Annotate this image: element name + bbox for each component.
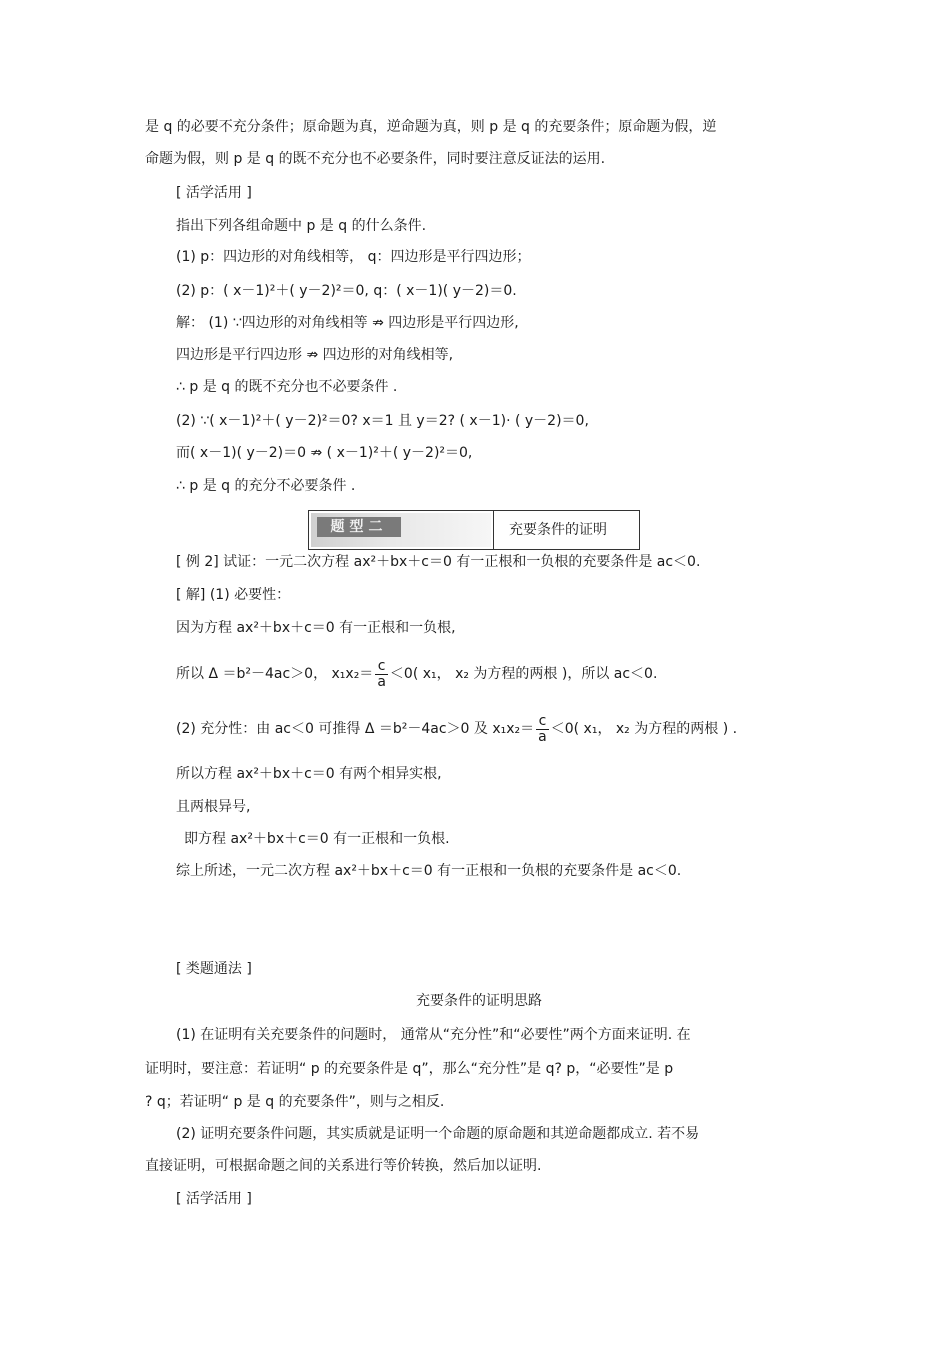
section-header-box [308, 510, 640, 550]
bracket-heading: [ 类题通法 ] [176, 961, 252, 977]
fraction-numerator: c [536, 714, 549, 730]
text-line: (2) 证明充要条件问题，其实质就是证明一个命题的原命题和其逆命题都成立. 若不易 [176, 1126, 700, 1142]
text-line: 直接证明，可根据命题之间的关系进行等价转换，然后加以证明. [145, 1158, 542, 1174]
formula-text: 所以 Δ ＝b²－4ac＞0， x₁x₂＝ [176, 666, 374, 682]
section-badge-label: 题型二 [317, 517, 401, 537]
text-line: 证明时，要注意：若证明“ p 的充要条件是 q”，那么“充分性”是 q? p，“必要性”是 p [145, 1061, 674, 1077]
text-line: 四边形是平行四边形 ⇏ 四边形的对角线相等, [176, 347, 454, 363]
text-line: (1) p：四边形的对角线相等， q：四边形是平行四边形； [176, 249, 531, 265]
text-line: 是 q 的必要不充分条件；原命题为真，逆命题为真，则 p 是 q 的充要条件；原命题为假，逆 [145, 119, 717, 135]
text-line: ? q；若证明“ p 是 q 的充要条件”，则与之相反. [145, 1094, 445, 1110]
formula-text: ＜0( x₁， x₂ 为方程的两根 ) . [550, 721, 738, 737]
text-line: 综上所述，一元二次方程 ax²＋bx＋c＝0 有一正根和一负根的充要条件是 ac＜0. [176, 863, 682, 879]
text-line: 命题为假，则 p 是 q 的既不充分也不必要条件，同时要注意反证法的运用. [145, 151, 606, 167]
text-line: (1) 在证明有关充要条件的问题时， 通常从“充分性”和“必要性”两个方面来证明. 在 [176, 1027, 691, 1043]
box-divider [493, 511, 494, 549]
example-line: [ 例 2] 试证：一元二次方程 ax²＋bx＋c＝0 有一正根和一负根的充要条件是 ac＜0. [176, 554, 701, 570]
text-line: 解： (1) ∵四边形的对角线相等 ⇏ 四边形是平行四边形, [176, 315, 519, 331]
text-line: 指出下列各组命题中 p 是 q 的什么条件. [176, 218, 427, 234]
formula-line [176, 711, 737, 747]
bracket-heading: [ 活学活用 ] [176, 185, 252, 201]
text-line: 且两根异号, [176, 799, 251, 815]
bracket-heading: [ 活学活用 ] [176, 1191, 252, 1207]
fraction [536, 714, 549, 745]
text-line: (2) ∵( x－1)²＋( y－2)²＝0? x＝1 且 y＝2? ( x－1)· ( y－2)＝0, [176, 413, 589, 429]
text-line: ∴ p 是 q 的既不充分也不必要条件 . [176, 379, 398, 395]
text-line: [ 解] (1) 必要性： [176, 587, 291, 603]
text-line: ∴ p 是 q 的充分不必要条件 . [176, 478, 356, 494]
subsection-title: 充要条件的证明思路 [416, 993, 542, 1009]
text-line: 而( x－1)( y－2)＝0 ⇏ ( x－1)²＋( y－2)²＝0, [176, 445, 473, 461]
formula-text: (2) 充分性：由 ac＜0 可推得 Δ ＝b²－4ac＞0 及 x₁x₂＝ [176, 721, 535, 737]
section-badge [311, 513, 491, 547]
text-line: (2) p：( x－1)²＋( y－2)²＝0, q：( x－1)( y－2)＝0. [176, 283, 517, 299]
formula-line [176, 656, 657, 692]
fraction-denominator: a [538, 728, 547, 745]
text-line: 所以方程 ax²＋bx＋c＝0 有两个相异实根, [176, 766, 442, 782]
text-line: 因为方程 ax²＋bx＋c＝0 有一正根和一负根, [176, 620, 456, 636]
fraction-numerator: c [375, 659, 388, 675]
section-title: 充要条件的证明 [509, 522, 607, 538]
fraction-denominator: a [377, 673, 386, 690]
fraction [375, 659, 388, 690]
text-line: 即方程 ax²＋bx＋c＝0 有一正根和一负根. [184, 831, 450, 847]
formula-text: ＜0( x₁， x₂ 为方程的两根 )，所以 ac＜0. [389, 666, 658, 682]
